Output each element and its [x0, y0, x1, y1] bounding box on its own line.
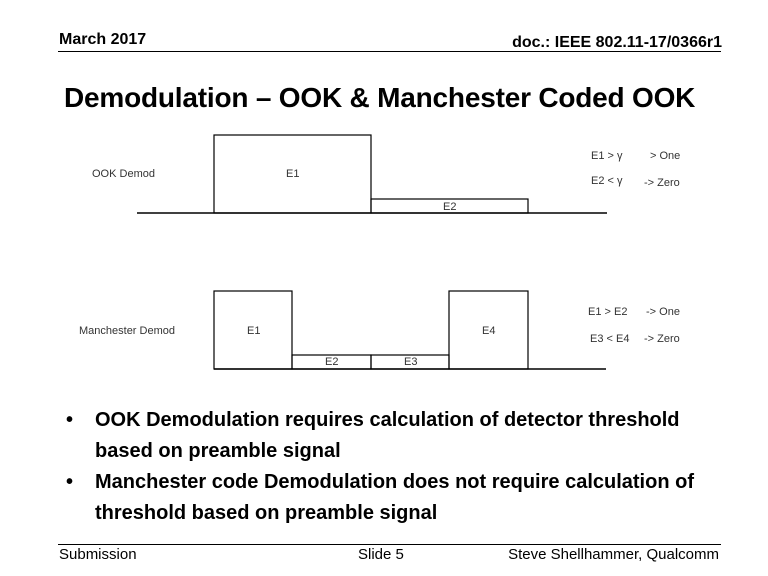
manchester-e1-label: E1	[247, 325, 261, 337]
ook-demod-label: OOK Demod	[92, 168, 155, 180]
header-divider	[58, 51, 721, 52]
bullet-marker: •	[66, 409, 74, 431]
manchester-e2-label: E2	[325, 356, 339, 368]
bullet-item	[60, 405, 720, 467]
bullet-item	[60, 467, 720, 529]
footer-slide-number: Slide 5	[358, 546, 404, 563]
bullet-text: Manchester code Demodulation does not require calculation of threshold based on preamble signal	[95, 471, 694, 524]
bullet-text: OOK Demodulation requires calculation of detector threshold based on preamble signal	[95, 409, 680, 462]
bullet-list	[60, 405, 720, 529]
ook-e1-label: E1	[286, 168, 300, 180]
manchester-demod-label: Manchester Demod	[79, 325, 175, 337]
manchester-waveform	[79, 291, 680, 369]
manchester-rule2-result: -> Zero	[644, 333, 680, 345]
manchester-e4-label: E4	[482, 325, 496, 337]
ook-waveform	[92, 135, 680, 213]
manchester-e3-label: E3	[404, 356, 418, 368]
ook-e2-label: E2	[443, 201, 457, 213]
footer-divider	[58, 544, 721, 545]
footer-submission: Submission	[59, 546, 137, 563]
header-date: March 2017	[59, 31, 147, 48]
header-doc-id: doc.: IEEE 802.11-17/0366r1	[512, 34, 722, 51]
manchester-rule1-result: -> One	[646, 306, 680, 318]
slide-title: Demodulation – OOK & Manchester Coded OOK	[64, 82, 696, 113]
manchester-rule2-condition: E3 < E4	[590, 333, 630, 345]
ook-rule1-condition: E1 > γ	[591, 150, 623, 162]
ook-rule2-condition: E2 < γ	[591, 175, 623, 187]
bullet-marker: •	[66, 471, 74, 493]
demodulation-diagram	[70, 125, 710, 375]
footer-author: Steve Shellhammer, Qualcomm	[508, 546, 719, 563]
manchester-rule1-condition: E1 > E2	[588, 306, 628, 318]
ook-rule1-result: > One	[650, 150, 681, 162]
ook-rule2-result: -> Zero	[644, 177, 680, 189]
